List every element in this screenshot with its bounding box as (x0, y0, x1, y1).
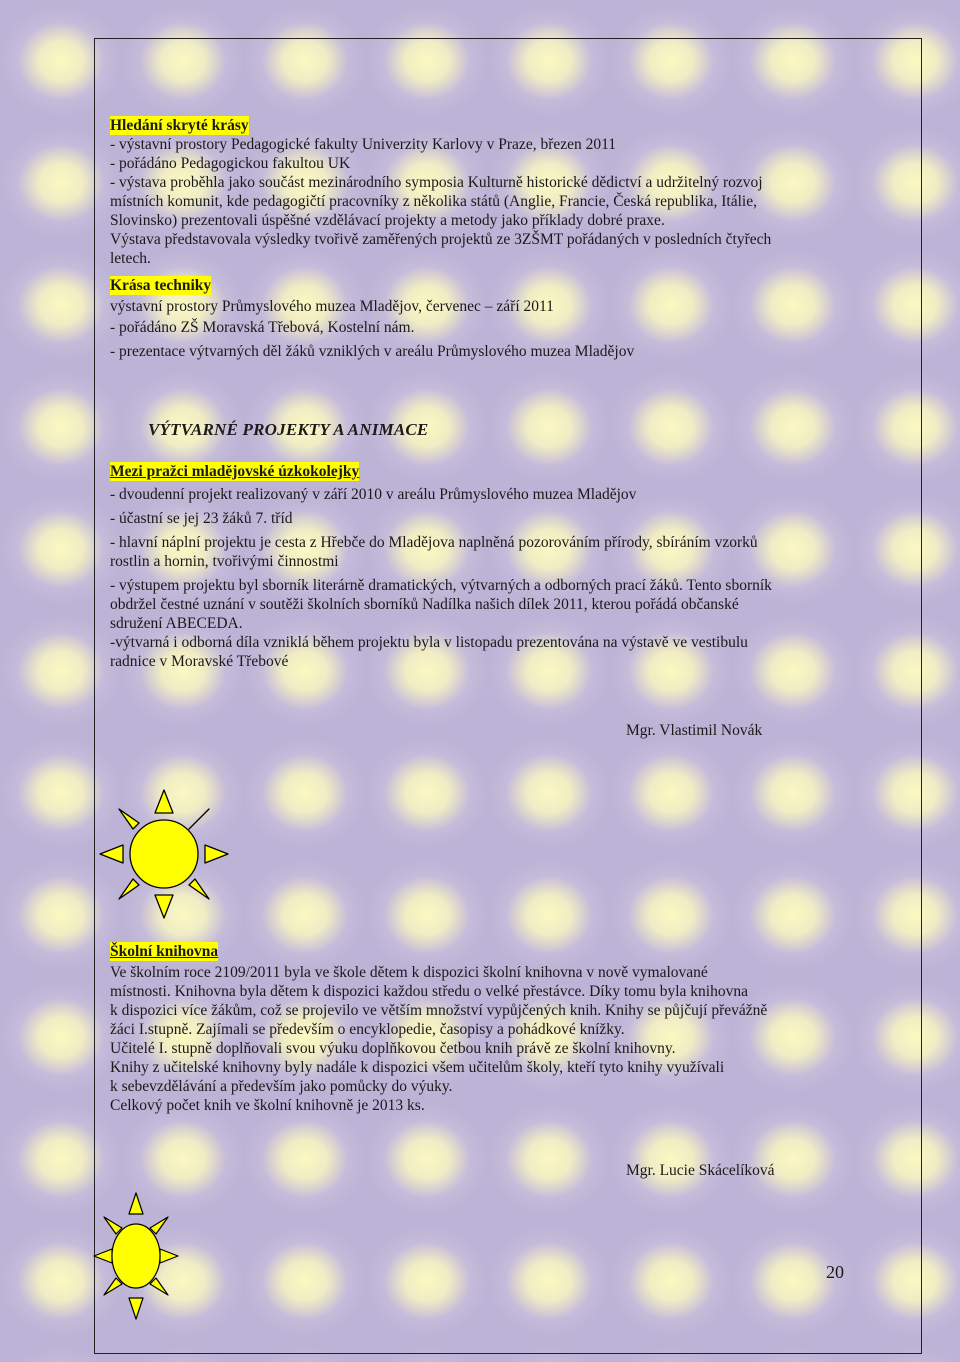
section-title: VÝTVARNÉ PROJEKTY A ANIMACE (148, 420, 429, 439)
text-line: Knihy z učitelské knihovny byly nadále k dispozici všem učitelům školy, kteří tyto knihy využívali (110, 1059, 725, 1076)
section-heading: Školní knihovna (110, 943, 219, 960)
text-line: -výtvarná i odborná díla vzniklá během projektu byla v listopadu prezentována na výstavě ve vestibulu (110, 634, 748, 651)
text-line: - pořádáno ZŠ Moravská Třebová, Kostelní nám. (110, 319, 415, 336)
text-line: Ve školním roce 2109/2011 byla ve škole dětem k dispozici školní knihovna v nově vymalované (110, 964, 708, 981)
text-line: místnosti. Knihovna byla dětem k dispozici každou středu o velké přestávce. Díky tomu byla knihovna (110, 983, 748, 1000)
text-line: - dvoudenní projekt realizovaný v září 2010 v areálu Průmyslového muzea Mladějov (110, 486, 637, 503)
section-school-library (110, 942, 850, 1115)
text-line: výstavní prostory Průmyslového muzea Mladějov, červenec – září 2011 (110, 298, 554, 315)
sun-icon (92, 1190, 180, 1322)
text-line: - prezentace výtvarných děl žáků vzniklých v areálu Průmyslového muzea Mladějov (110, 343, 635, 360)
text-line: obdržel čestné uznání v soutěži školních sborníků Nadílka našich dílek 2011, kterou pořádá občanské (110, 596, 739, 613)
text-line: - pořádáno Pedagogickou fakultou UK (110, 155, 351, 172)
text-line: - výstupem projektu byl sborník literárně dramatických, výtvarných a odborných prací žáků. Tento sborník (110, 577, 772, 594)
text-line: - výstavní prostory Pedagogické fakulty Univerzity Karlovy v Praze, březen 2011 (110, 136, 617, 153)
text-line: Učitelé I. stupně doplňovali svou výuku doplňkovou četbou knih právě ze školní knihovny. (110, 1040, 676, 1057)
text-line: k dispozici více žákům, což se projevilo ve větším množství vypůjčených knih. Knihy se půjčují převážně (110, 1002, 768, 1019)
section-exhibition-hidden-beauty (110, 116, 850, 268)
text-line: - výstava proběhla jako součást mezinárodního symposia Kulturně historické dědictví a udržitelný rozvoj (110, 174, 763, 191)
signature: Mgr. Vlastimil Novák (626, 722, 763, 739)
section-heading: Krása techniky (110, 277, 212, 294)
text-line: rostlin a hornin, tvořivými činnostmi (110, 553, 339, 570)
text-line: letech. (110, 250, 151, 267)
section-exhibition-beauty-of-technology (110, 276, 850, 361)
text-line: Výstava představovala výsledky tvořivě zaměřených projektů ze 3ZŠMT pořádaných v posledních čtyřech (110, 231, 772, 248)
page-number: 20 (826, 1262, 844, 1282)
text-line: k sebevzdělávání a především jako pomůcky do výuky. (110, 1078, 453, 1095)
text-line: radnice v Moravské Třebové (110, 653, 289, 670)
text-line: Celkový počet knih ve školní knihovně je 2013 ks. (110, 1097, 425, 1114)
sun-icon (96, 786, 232, 922)
section-heading: Mezi pražci mladějovské úzkokolejky (110, 463, 360, 480)
text-line: místních komunit, kde pedagogičtí pracovníky z několika států (Anglie, Francie, Česká republika, Itálie, (110, 193, 757, 210)
signature: Mgr. Lucie Skácelíková (626, 1162, 775, 1179)
text-line: žáci I.stupně. Zajímali se především o encyklopedie, časopisy a pohádkové knížky. (110, 1021, 625, 1038)
text-line: sdružení ABECEDA. (110, 615, 243, 632)
text-line: Slovinsko) prezentovali úspěšné vzdělávací projekty a metody jako příklady dobré praxe. (110, 212, 665, 229)
text-line: - účastní se jej 23 žáků 7. tříd (110, 510, 293, 527)
section-heading: Hledání skryté krásy (110, 117, 249, 134)
section-project-railway (110, 462, 850, 671)
text-line: - hlavní náplní projektu je cesta z Hřebče do Mladějova naplněná pozorováním přírody, sbíráním vzorků (110, 534, 758, 551)
